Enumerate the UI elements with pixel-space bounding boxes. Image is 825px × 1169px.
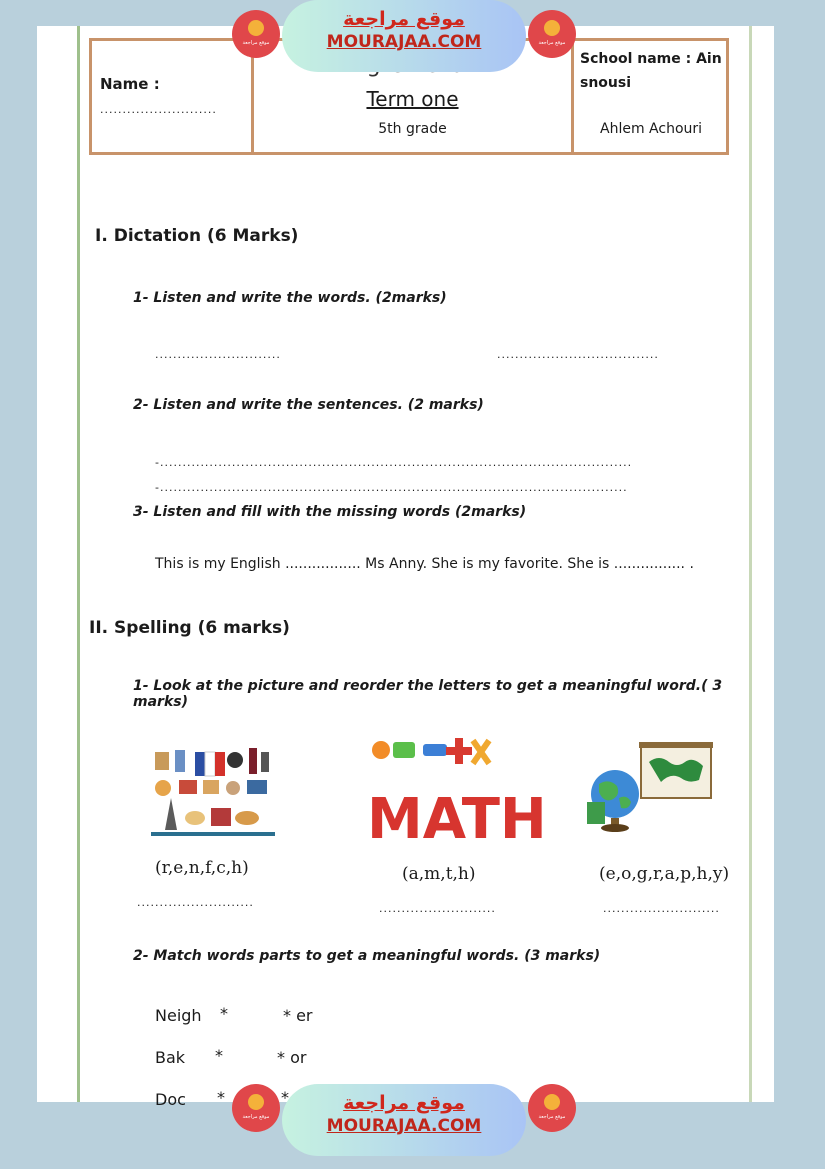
watermark-logo-icon: موقع مراجعة <box>232 1084 280 1132</box>
teacher-name: Ahlem Achouri <box>600 121 703 137</box>
fill-sentence: This is my English ................. Ms Anny. She is my favorite. She is ................ . <box>155 556 694 572</box>
match-star-2: * <box>215 1046 223 1065</box>
match-left-2: Bak <box>155 1048 186 1067</box>
watermark-arabic: موقع مراجعة <box>343 8 465 30</box>
grade-label: 5th grade <box>378 121 447 137</box>
answer-dots-1a: ............................ <box>155 348 281 361</box>
question-2-2: 2- Match words parts to get a meaningful words. (3 marks) <box>133 948 601 964</box>
question-2-1: 1- Look at the picture and reorder the letters to get a meaningful word.( 3 marks) <box>133 678 723 710</box>
question-1-1: 1- Listen and write the words. (2marks) <box>133 290 447 306</box>
letters-3: (e,o,g,r,a,p,h,y) <box>599 864 730 884</box>
section-spelling-title: II. Spelling (6 marks) <box>89 618 290 638</box>
watermark-site-link[interactable]: MOURAJAA.COM <box>326 1116 482 1136</box>
name-label: Name : <box>100 75 160 93</box>
match-left-3: Doc <box>155 1090 186 1109</box>
watermark-logo-icon: موقع مراجعة <box>528 1084 576 1132</box>
watermark-arabic: موقع مراجعة <box>343 1092 465 1114</box>
match-right-1: * er <box>283 1006 313 1025</box>
term-label: Term one <box>366 87 459 111</box>
watermark-banner-bottom[interactable] <box>282 1084 526 1156</box>
name-dots: .......................... <box>100 103 217 116</box>
math-picture <box>363 734 547 852</box>
watermark-logo-icon: موقع مراجعة <box>232 10 280 58</box>
answer-dots-2c: .......................... <box>603 902 720 915</box>
answer-dots-2a: .......................... <box>137 896 254 909</box>
match-right-3: * <box>281 1088 289 1107</box>
letters-2: (a,m,t,h) <box>402 864 476 884</box>
question-1-3: 3- Listen and fill with the missing words (2marks) <box>133 504 527 520</box>
math-word: MATH <box>367 787 547 852</box>
match-star-3: * <box>217 1088 225 1107</box>
watermark-banner-top[interactable] <box>282 0 526 72</box>
margin-line-left <box>77 26 80 1102</box>
sentence-line-a: -......................................................................................................... <box>155 456 633 469</box>
answer-dots-2b: .......................... <box>379 902 496 915</box>
school-name: School name : Ain snousi <box>580 51 722 91</box>
geography-picture <box>585 738 717 834</box>
watermark-logo-icon: موقع مراجعة <box>528 10 576 58</box>
france-picture <box>151 746 275 836</box>
school-cell <box>574 41 726 152</box>
match-star-1: * <box>220 1004 228 1023</box>
margin-line-right <box>749 26 752 1102</box>
section-dictation-title: I. Dictation (6 Marks) <box>95 226 299 246</box>
answer-dots-1b: .................................... <box>497 348 659 361</box>
sentence-line-b: -........................................................................................................ <box>155 481 628 494</box>
watermark-site-link[interactable]: MOURAJAA.COM <box>326 32 482 52</box>
match-right-2: * or <box>277 1048 307 1067</box>
name-cell <box>92 41 254 152</box>
letters-1: (r,e,n,f,c,h) <box>155 858 249 878</box>
match-left-1: Neigh <box>155 1006 202 1025</box>
question-1-2: 2- Listen and write the sentences. (2 marks) <box>133 397 484 413</box>
